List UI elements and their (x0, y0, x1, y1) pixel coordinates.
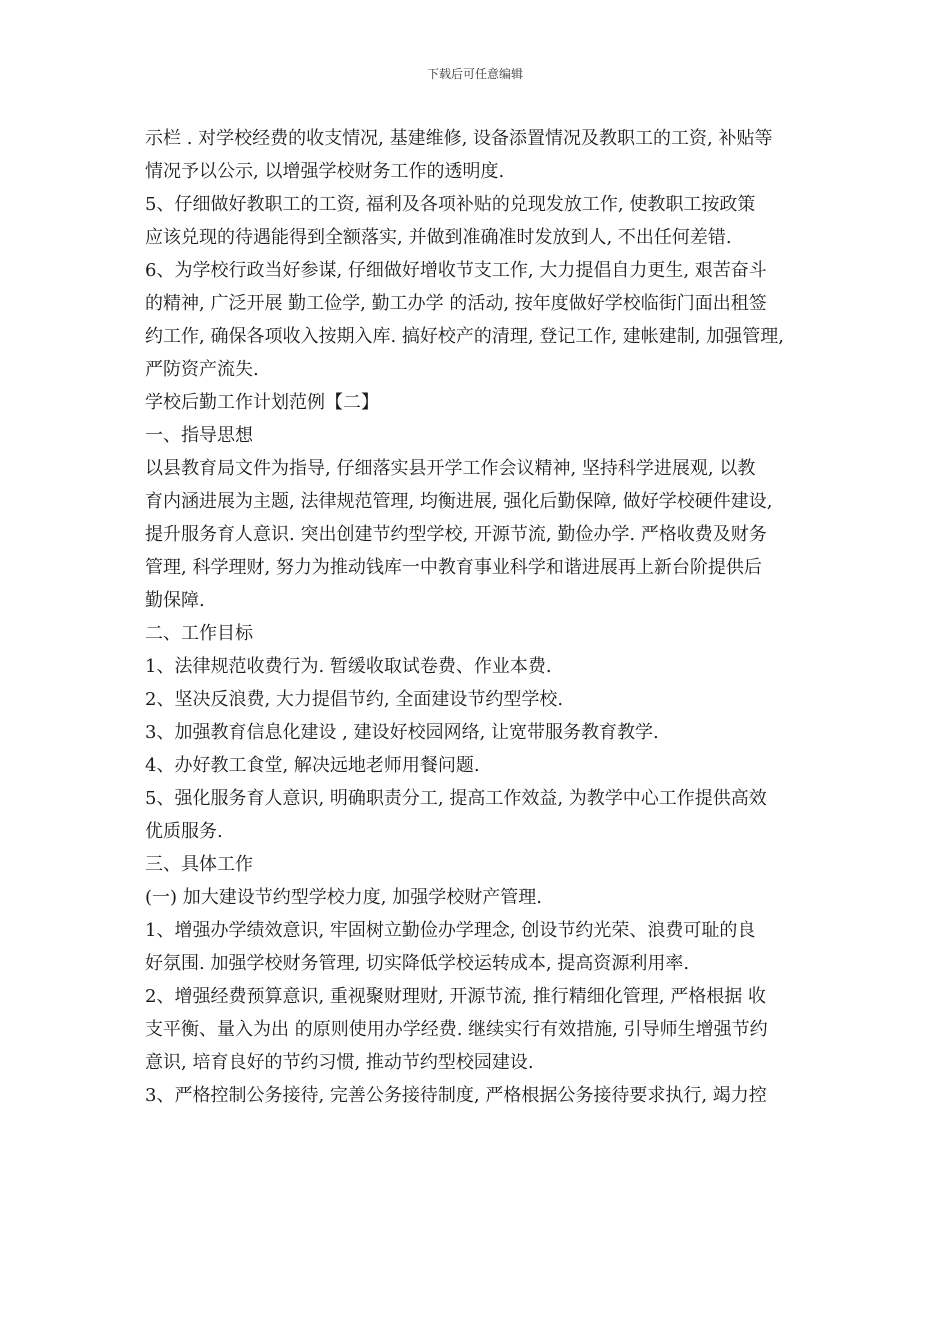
text-line: 2、坚决反浪费, 大力提倡节约, 全面建设节约型学校. (145, 689, 564, 710)
text-line: 情况予以公示, 以增强学校财务工作的透明度. (145, 161, 505, 182)
text-line: 学校后勤工作计划范例【二】 (145, 392, 379, 413)
text-line: 严防资产流失. (145, 359, 259, 380)
text-line: 勤保障. (145, 590, 205, 611)
text-line: 6、为学校行政当好参谋, 仔细做好增收节支工作, 大力提倡自力更生, 艰苦奋斗 (145, 260, 767, 281)
text-line: 二、工作目标 (145, 623, 253, 644)
document-body (145, 122, 815, 1112)
text-line: 5、强化服务育人意识, 明确职责分工, 提高工作效益, 为教学中心工作提供高效 (145, 788, 767, 809)
text-line: 5、仔细做好教职工的工资, 福利及各项补贴的兑现发放工作, 使教职工按政策 (145, 194, 756, 215)
text-line: 3、加强教育信息化建设 , 建设好校园网络, 让宽带服务教育教学. (145, 722, 659, 743)
text-line: 4、办好教工食堂, 解决远地老师用餐问题. (145, 755, 480, 776)
text-line: 管理, 科学理财, 努力为推动钱库一中教育事业科学和谐进展再上新台阶提供后 (145, 557, 762, 578)
text-line: 好氛围. 加强学校财务管理, 切实降低学校运转成本, 提高资源利用率. (145, 953, 690, 974)
text-line: 以县教育局文件为指导, 仔细落实县开学工作会议精神, 坚持科学进展观, 以教 (145, 458, 756, 479)
text-line: 提升服务育人意识. 突出创建节约型学校, 开源节流, 勤俭办学. 严格收费及财务 (145, 524, 767, 545)
text-line: 意识, 培育良好的节约习惯, 推动节约型校园建设. (145, 1052, 534, 1073)
page-header: 下载后可任意编辑 (426, 67, 523, 81)
text-line: 2、增强经费预算意识, 重视聚财理财, 开源节流, 推行精细化管理, 严格根据 收 (145, 986, 766, 1007)
text-line: 3、严格控制公务接待, 完善公务接待制度, 严格根据公务接待要求执行, 竭力控 (145, 1085, 767, 1106)
text-line: 约工作, 确保各项收入按期入库. 搞好校产的清理, 登记工作, 建帐建制, 加强管理, (145, 326, 784, 347)
text-line: 应该兑现的待遇能得到全额落实, 并做到准确准时发放到人, 不出任何差错. (145, 227, 732, 248)
text-line: 1、增强办学绩效意识, 牢固树立勤俭办学理念, 创设节约光荣、浪费可耻的良 (145, 920, 756, 941)
text-line: (一) 加大建设节约型学校力度, 加强学校财产管理. (145, 887, 542, 908)
text-line: 三、具体工作 (145, 854, 253, 875)
text-line: 的精神, 广泛开展 勤工俭学, 勤工办学 的活动, 按年度做好学校临街门面出租签 (145, 293, 767, 314)
text-line: 优质服务. (145, 821, 223, 842)
text-line: 育内涵进展为主题, 法律规范管理, 均衡进展, 强化后勤保障, 做好学校硬件建设, (145, 491, 773, 512)
text-line: 支平衡、量入为出 的原则使用办学经费. 继续实行有效措施, 引导师生增强节约 (145, 1019, 768, 1040)
text-line: 一、指导思想 (145, 425, 253, 446)
text-line: 示栏 . 对学校经费的收支情况, 基建维修, 设备添置情况及教职工的工资, 补贴等 (145, 128, 773, 149)
text-line: 1、法律规范收费行为. 暂缓收取试卷费、作业本费. (145, 656, 552, 677)
